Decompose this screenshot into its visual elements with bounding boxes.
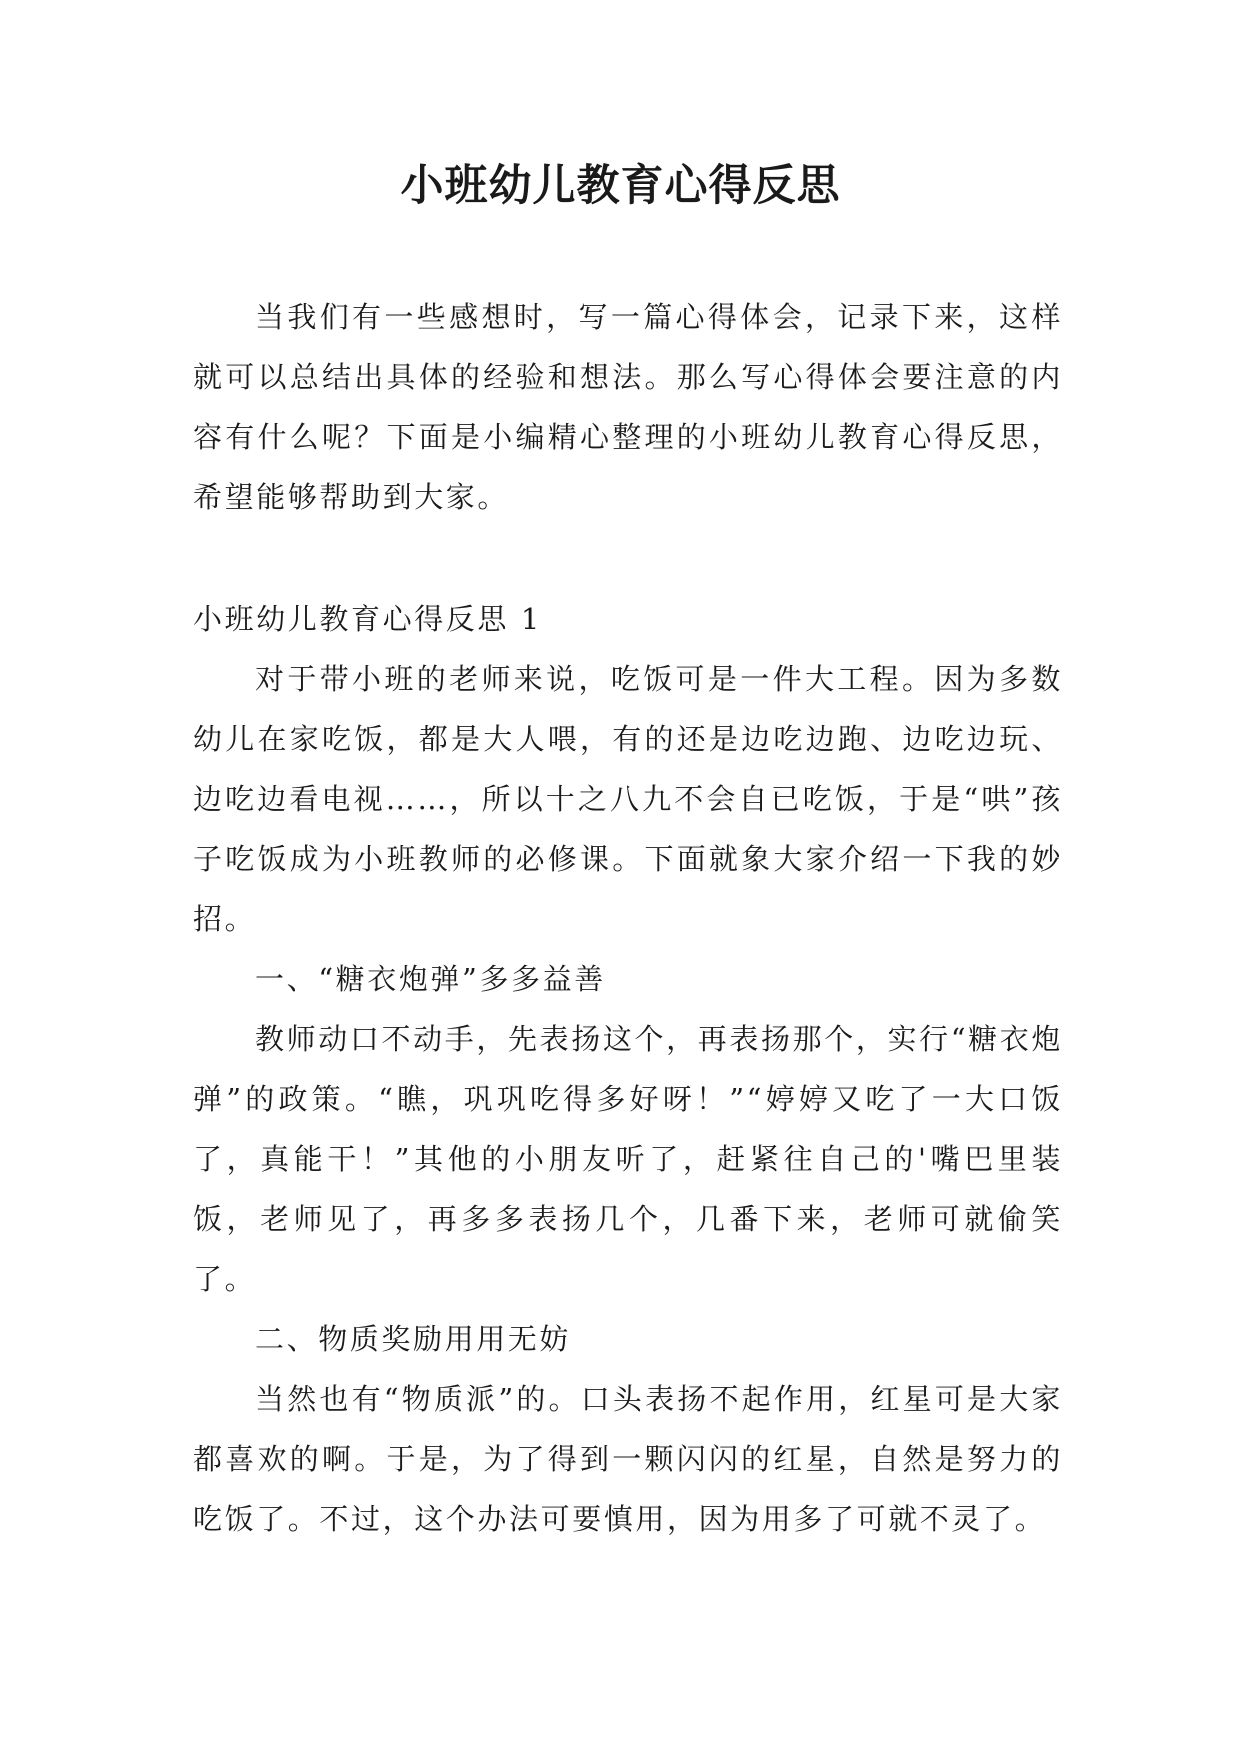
- intro-paragraph: 当我们有一些感想时，写一篇心得体会，记录下来，这样就可以总结出具体的经验和想法。那么写心得体会要注意的内容有什么呢？下面是小编精心整理的小班幼儿教育心得反思，希望能够帮助到大家。: [193, 300, 1063, 514]
- section-heading: 小班幼儿教育心得反思 1: [193, 602, 542, 636]
- document-body: [193, 287, 1063, 1549]
- body-paragraph: 教师动口不动手，先表扬这个，再表扬那个，实行“糖衣炮弹”的政策。“瞧，巩巩吃得多好呀！”“婷婷又吃了一大口饭了，真能干！”其他的小朋友听了，赶紧往自己的'嘴巴里装饭，老师见了，再多多表扬几个，几番下来，老师可就偷笑了。: [193, 1022, 1063, 1296]
- subheading-1: 一、“糖衣炮弹”多多益善: [255, 962, 606, 996]
- subheading-2: 二、物质奖励用用无妨: [255, 1322, 572, 1356]
- body-paragraph: 对于带小班的老师来说，吃饭可是一件大工程。因为多数幼儿在家吃饭，都是大人喂，有的还是边吃边跑、边吃边玩、边吃边看电视……，所以十之八九不会自已吃饭，于是“哄”孩子吃饭成为小班教师的必修课。下面就象大家介绍一下我的妙招。: [193, 662, 1063, 936]
- document-title: 小班幼儿教育心得反思: [400, 161, 841, 211]
- body-paragraph: 当然也有“物质派”的。口头表扬不起作用，红星可是大家都喜欢的啊。于是，为了得到一颗闪闪的红星，自然是努力的吃饭了。不过，这个办法可要慎用，因为用多了可就不灵了。: [193, 1382, 1063, 1536]
